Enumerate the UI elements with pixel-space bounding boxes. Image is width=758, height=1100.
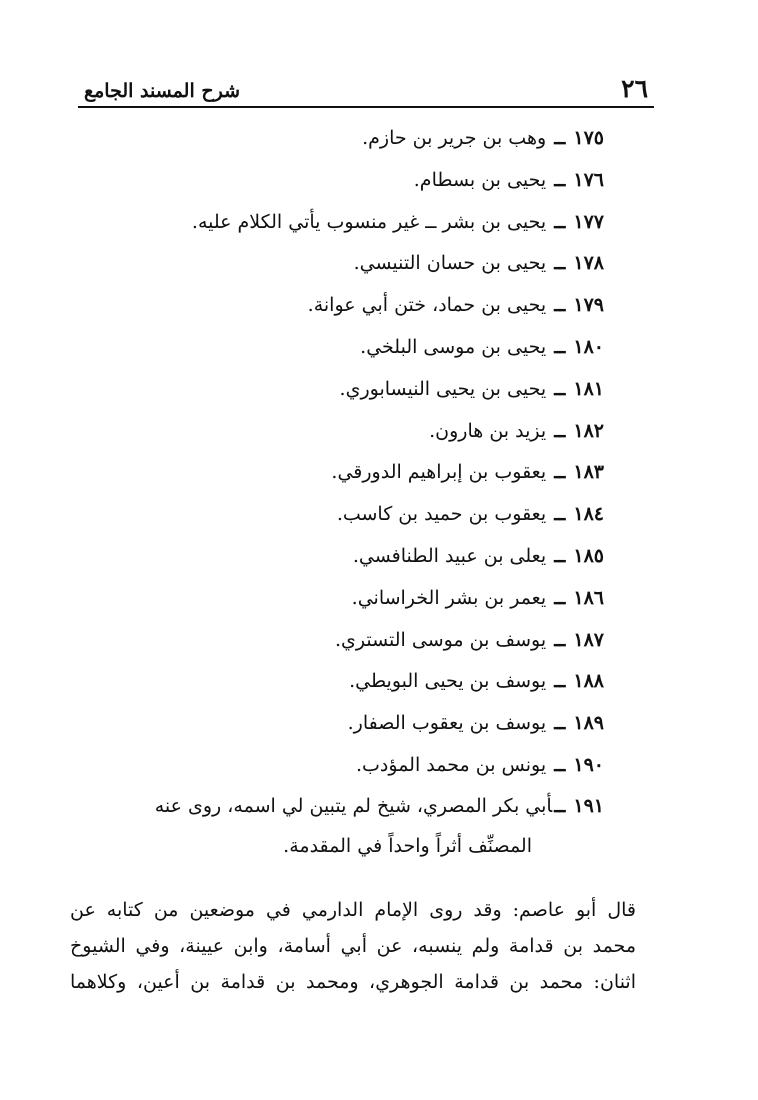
entry-number: ١٨٣ [573, 461, 604, 484]
entry-dash: ــ [554, 419, 566, 442]
entry-text: يعمر بن بشر الخراساني. [351, 586, 547, 609]
entry-line [70, 786, 604, 826]
entry-text: يوسف بن يعقوب الصفار. [347, 712, 547, 735]
list-item [60, 118, 604, 160]
paragraph-line: قال أبو عاصم: وقد روى الإمام الدارمي في موضعين من كتابه عن [70, 899, 636, 921]
entry-number: ١٩١ [573, 795, 604, 817]
entry-dash: ــ [554, 335, 566, 358]
entry-dash: ــ [554, 795, 566, 817]
header-rule [78, 106, 654, 108]
entry-dash: ــ [554, 753, 566, 776]
paragraph-line: اثنان: محمد بن قدامة الجوهري، ومحمد بن قدامة بن أعين، وكلاهما [70, 971, 636, 993]
entry-text: يونس بن محمد المؤدب. [356, 753, 547, 776]
entry-text: يعقوب بن إبراهيم الدورقي. [331, 461, 547, 484]
entry-dash: ــ [554, 210, 566, 233]
list-item [60, 745, 604, 787]
entry-dash: ــ [554, 377, 566, 400]
list-item [60, 620, 604, 662]
running-title: شرح المسند الجامع [84, 80, 241, 102]
entry-number: ١٩٠ [573, 753, 604, 776]
entry-dash: ــ [554, 294, 566, 317]
entry-number: ١٧٩ [573, 294, 604, 317]
entry-text: يعقوب بن حميد بن كاسب. [336, 503, 547, 526]
entry-number: ١٨٢ [573, 419, 604, 442]
entry-number: ١٧٦ [573, 168, 604, 191]
entry-dash: ــ [554, 544, 566, 567]
entry-dash: ــ [554, 127, 566, 149]
list-item-multiline [70, 786, 604, 866]
entry-text: يحيى بن موسى البلخي. [360, 335, 547, 358]
entry-text: يحيى بن حماد، ختن أبي عوانة. [307, 294, 547, 317]
list-item [60, 536, 604, 578]
page-number: ٢٦ [621, 74, 648, 103]
page-header [78, 74, 654, 108]
entry-text: يزيد بن هارون. [429, 419, 547, 442]
entry-dash: ــ [554, 586, 566, 609]
entry-dash: ــ [554, 712, 566, 735]
entry-dash: ــ [554, 252, 566, 275]
entry-dash: ــ [554, 461, 566, 484]
entry-number: ١٨٨ [573, 670, 604, 693]
entry-dash: ــ [554, 168, 566, 191]
list-item [60, 369, 604, 411]
list-item [60, 703, 604, 745]
list-item [60, 285, 604, 327]
entry-number: ١٨٤ [573, 503, 604, 526]
entry-continuation: المصنِّف أثراً واحداً في المقدمة. [283, 835, 532, 857]
entry-text: يحيى بن بشر ــ غير منسوب يأتي الكلام عليه. [191, 210, 547, 233]
list-item [60, 243, 604, 285]
list-item [60, 160, 604, 202]
entry-number: ١٨٦ [573, 586, 604, 609]
list-item [60, 411, 604, 453]
entry-number: ١٨٠ [573, 335, 604, 358]
entry-text: يحيى بن حسان التنيسي. [353, 252, 547, 275]
entry-number: ١٨٥ [573, 544, 604, 567]
entry-number: ١٧٧ [573, 210, 604, 233]
list-item [60, 494, 604, 536]
entry-text: يحيى بن بسطام. [413, 168, 547, 191]
list-item [60, 452, 604, 494]
entry-text: أبي بكر المصري، شيخ لم يتبين لي اسمه، روى عنه [154, 795, 553, 817]
paragraph-line: محمد بن قدامة ولم ينسبه، عن أبي أسامة، وابن عيينة، وفي الشيوخ [70, 935, 636, 957]
list-item [60, 661, 604, 703]
entry-number: ١٧٨ [573, 252, 604, 275]
entry-text: يوسف بن موسى التستري. [334, 628, 547, 651]
entry-number: ١٨٩ [573, 712, 604, 735]
entry-text: يعلى بن عبيد الطنافسي. [352, 544, 547, 567]
commentary-paragraph [70, 892, 636, 1000]
list-item [60, 327, 604, 369]
entry-text: وهب بن جرير بن حازم. [362, 127, 547, 149]
entry-text: يوسف بن يحيى البويطي. [349, 670, 547, 693]
narrator-list [60, 118, 604, 787]
entry-dash: ــ [554, 670, 566, 693]
list-item [60, 202, 604, 244]
entry-number: ١٨١ [573, 377, 604, 400]
entry-dash: ــ [554, 628, 566, 651]
list-item [60, 578, 604, 620]
entry-text: يحيى بن يحيى النيسابوري. [339, 377, 547, 400]
entry-number: ١٨٧ [573, 628, 604, 651]
entry-dash: ــ [554, 503, 566, 526]
entry-number: ١٧٥ [573, 127, 604, 149]
